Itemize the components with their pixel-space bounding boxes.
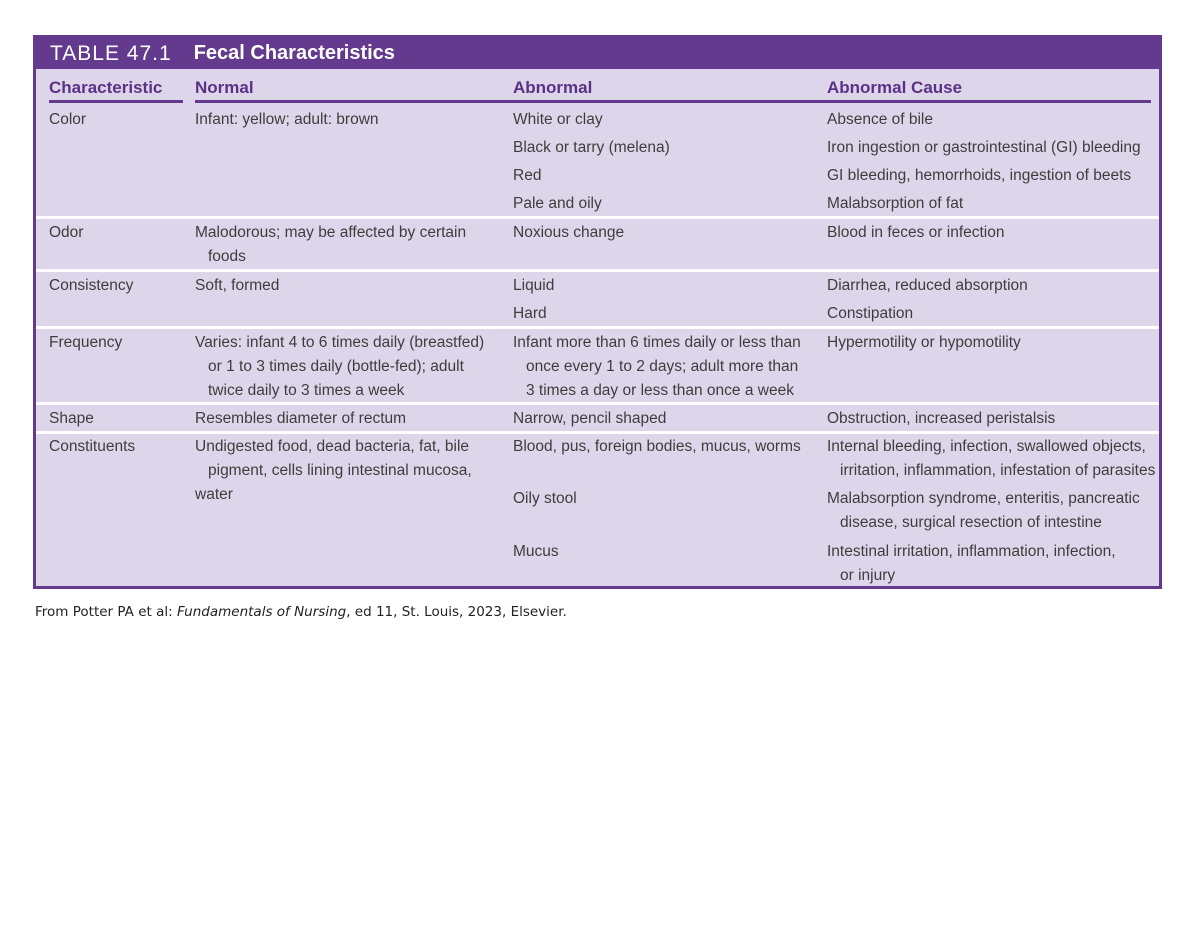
table-number: TABLE 47.1 [50, 41, 172, 65]
cause-color: GI bleeding, hemorrhoids, ingestion of beets [827, 167, 1132, 184]
cause-color: Absence of bile [827, 111, 933, 128]
abnormal-consistency: Liquid [513, 277, 555, 294]
normal-odor: foods [208, 248, 246, 265]
abnormal-frequency: once every 1 to 2 days; adult more than [526, 358, 799, 375]
normal-odor: Malodorous; may be affected by certain [195, 224, 467, 241]
abnormal-color: Pale and oily [513, 195, 602, 212]
cause-constituents: irritation, inflammation, infestation of parasites [840, 462, 1156, 479]
row-divider [36, 431, 1159, 434]
cause-color: Malabsorption of fat [827, 195, 964, 212]
cause-constituents: or injury [840, 567, 896, 584]
cause-constituents: Malabsorption syndrome, enteritis, pancreatic [827, 490, 1140, 507]
abnormal-color: Black or tarry (melena) [513, 139, 670, 156]
abnormal-constituents: Mucus [513, 543, 559, 560]
abnormal-color: Red [513, 167, 542, 184]
cause-frequency: Hypermotility or hypomotility [827, 334, 1021, 351]
citation-book-title: Fundamentals of Nursing [176, 604, 347, 620]
cause-color: Iron ingestion or gastrointestinal (GI) bleeding [827, 139, 1141, 156]
header-normal: Normal [195, 78, 254, 97]
row-divider [36, 216, 1159, 219]
cause-consistency: Diarrhea, reduced absorption [827, 277, 1028, 294]
row-divider [36, 326, 1159, 329]
header-characteristic: Characteristic [49, 78, 163, 97]
abnormal-constituents: Blood, pus, foreign bodies, mucus, worms [513, 438, 801, 455]
source-citation [35, 604, 567, 620]
table-title-bar [36, 38, 1159, 69]
cause-shape: Obstruction, increased peristalsis [827, 410, 1056, 427]
header-underline [49, 100, 183, 103]
abnormal-odor: Noxious change [513, 224, 625, 241]
normal-color: Infant: yellow; adult: brown [195, 111, 379, 128]
normal-frequency: or 1 to 3 times daily (bottle-fed); adult [208, 358, 464, 375]
header-underline [195, 100, 1151, 103]
cause-constituents: disease, surgical resection of intestine [840, 514, 1102, 531]
cause-odor: Blood in feces or infection [827, 224, 1005, 241]
citation-prefix: From Potter PA et al: [35, 604, 177, 620]
fecal-characteristics-table [33, 35, 1162, 589]
normal-constituents: Undigested food, dead bacteria, fat, bile [195, 438, 470, 455]
header-abnormal: Abnormal [513, 78, 593, 97]
characteristic-consistency: Consistency [49, 277, 134, 294]
table-title: Fecal Characteristics [193, 42, 395, 64]
row-divider [36, 269, 1159, 272]
abnormal-color: White or clay [513, 111, 603, 128]
characteristic-shape: Shape [49, 410, 94, 427]
cause-consistency: Constipation [827, 305, 914, 322]
normal-constituents: water [195, 486, 233, 503]
characteristic-odor: Odor [49, 224, 84, 241]
normal-constituents: pigment, cells lining intestinal mucosa, [208, 462, 472, 479]
abnormal-frequency: 3 times a day or less than once a week [526, 382, 794, 399]
characteristic-constituents: Constituents [49, 438, 136, 455]
normal-shape: Resembles diameter of rectum [195, 410, 407, 427]
cause-constituents: Intestinal irritation, inflammation, infection, [827, 543, 1116, 560]
citation-suffix: , ed 11, St. Louis, 2023, Elsevier. [346, 604, 567, 620]
row-divider [36, 402, 1159, 405]
abnormal-constituents: Oily stool [513, 490, 577, 507]
abnormal-consistency: Hard [513, 305, 547, 322]
abnormal-shape: Narrow, pencil shaped [513, 410, 667, 427]
normal-frequency: twice daily to 3 times a week [208, 382, 405, 399]
header-abnormal-cause: Abnormal Cause [827, 78, 963, 97]
characteristic-frequency: Frequency [49, 334, 123, 351]
abnormal-frequency: Infant more than 6 times daily or less than [513, 334, 801, 351]
normal-consistency: Soft, formed [195, 277, 280, 294]
characteristic-color: Color [49, 111, 87, 128]
cause-constituents: Internal bleeding, infection, swallowed objects, [827, 438, 1146, 455]
normal-frequency: Varies: infant 4 to 6 times daily (breastfed) [195, 334, 485, 351]
